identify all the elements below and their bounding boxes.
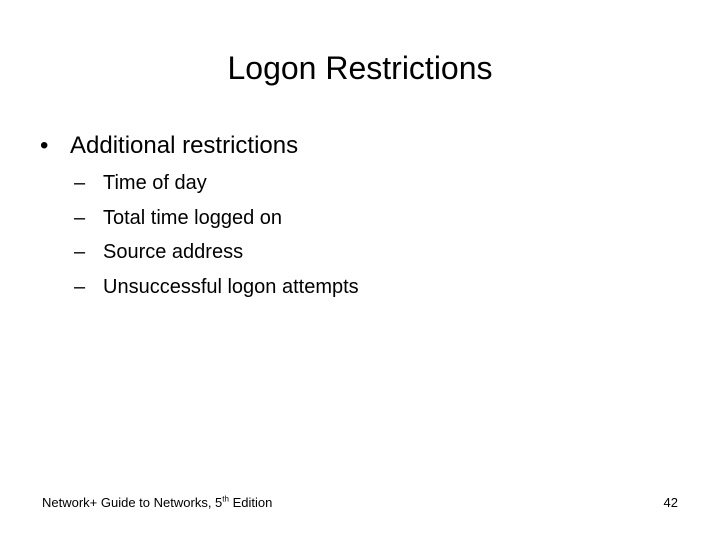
sub-bullet-text: Unsuccessful logon attempts: [103, 275, 359, 298]
sub-bullet-text: Source address: [103, 241, 244, 263]
sub-bullet-text: Total time logged on: [103, 206, 283, 229]
footer-source-superscript: th: [222, 494, 229, 504]
sub-bullet-item: [74, 270, 359, 305]
sub-bullet-item: [74, 235, 359, 270]
main-bullet-item: [40, 130, 298, 162]
footer-source: [42, 495, 272, 511]
sub-bullet-text: Time of day: [103, 172, 207, 194]
sub-bullet-item: [74, 166, 359, 201]
dash-icon: –: [74, 241, 86, 263]
slide-title: Logon Restrictions: [227, 50, 493, 86]
sub-bullet-item: [74, 201, 359, 236]
page-number: 42: [663, 495, 678, 510]
sub-bullet-list: [74, 166, 359, 304]
bullet-icon: •: [40, 132, 49, 159]
footer-source-prefix: Network+ Guide to Networks, 5: [42, 495, 223, 510]
dash-icon: –: [74, 206, 86, 229]
footer-source-suffix: Edition: [228, 495, 273, 510]
main-bullet-text: Additional restrictions: [70, 132, 299, 159]
dash-icon: –: [74, 172, 86, 194]
dash-icon: –: [74, 275, 86, 298]
